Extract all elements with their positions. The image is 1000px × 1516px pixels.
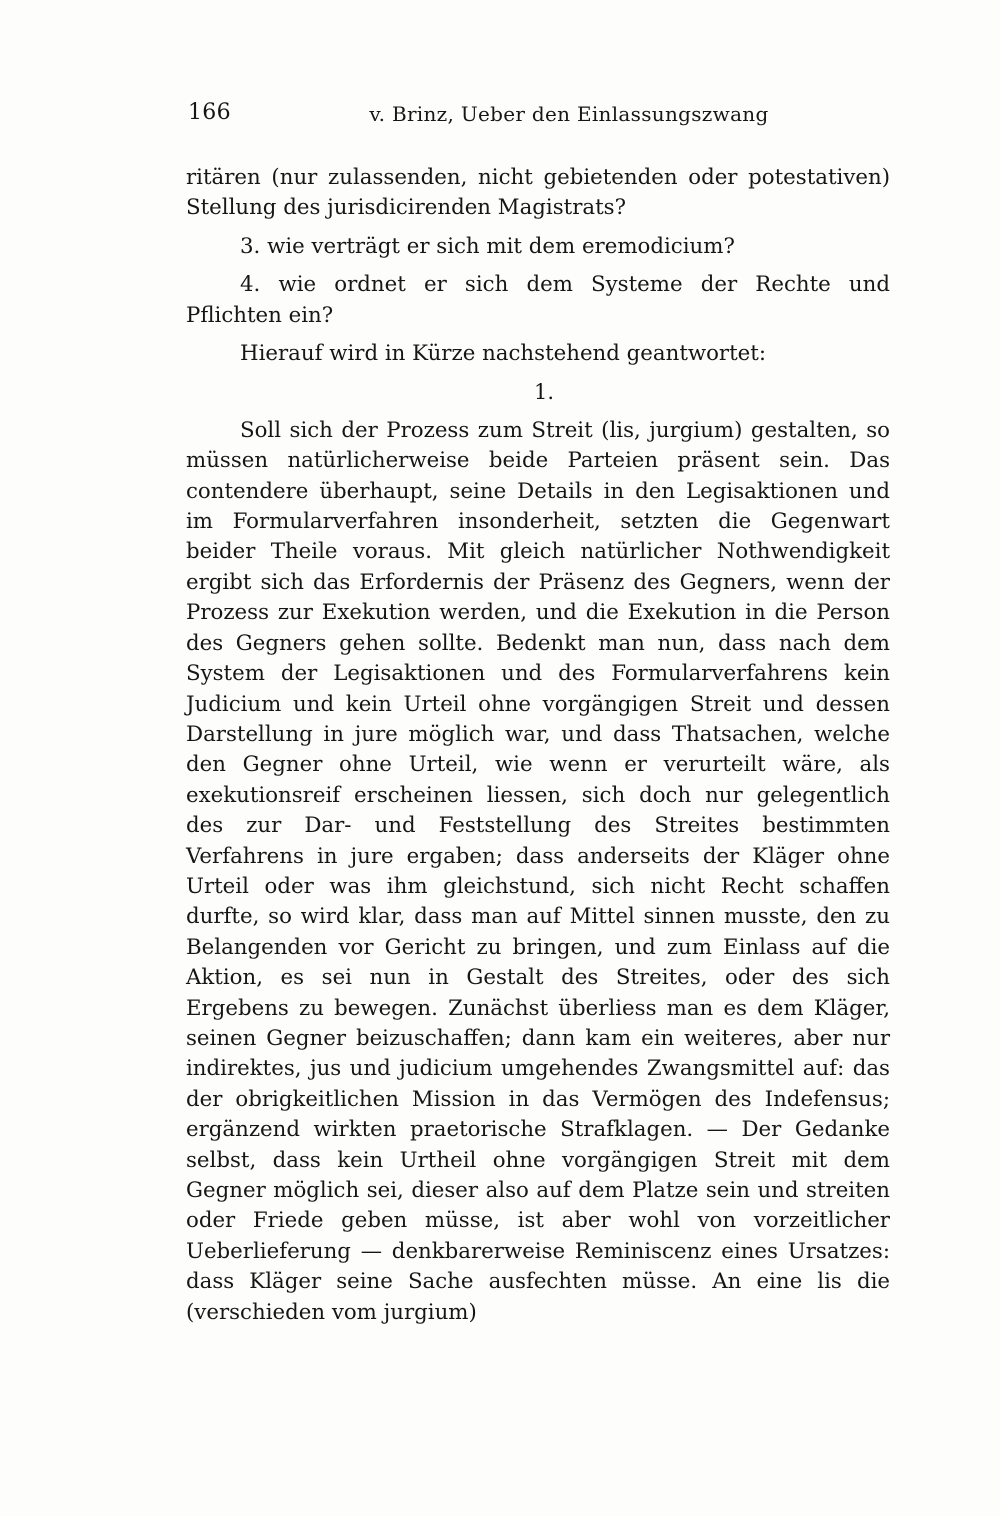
answer-intro: Hierauf wird in Kürze nachstehend geantwortet: xyxy=(240,341,767,367)
paragraph-section-1: Soll sich der Prozess zum Streit (lis, jurgium) gestalten, so müssen natürlicherweise beide Parteien präsent sein. Das contendere überhaupt, seine Details in den Legisaktionen und im Formularverfahren insonderheit, setzten die Gegenwart beider Theile voraus. Mit gleich natürlicher Nothwendigkeit ergibt sich das Erfordernis der Präsenz des Gegners, wenn der Prozess zur Exekution werden, und die Exekution in die Person des Gegners gehen sollte. Bedenkt man nun, dass nach dem System der Legisaktionen und des Formularverfahrens kein Judicium und kein Urteil ohne vorgängigen Streit und dessen Darstellung in jure möglich war, und dass Thatsachen, welche den Gegner ohne Urteil, wie wenn er verurteilt wäre, als exekutionsreif erscheinen liessen, sich doch nur gelegentlich des zur Dar- und Feststellung des Streites bestimmten Verfahrens in jure ergaben; dass anderseits der Kläger ohne Urteil oder was ihm gleichstund, sich nicht Recht schaffen durfte, so wird klar, dass man auf Mittel sinnen musste, den zu Belangenden vor Gericht zu bringen, und zum Einlass auf die Aktion, es sei nun in Gestalt des Streites, oder des sich Ergebens zu bewegen. Zunächst überliess man es dem Kläger, seinen Gegner beizuschaffen; dann kam ein weiteres, aber nur indirektes, jus und judicium umgehendes Zwangsmittel auf: das der obrigkeitlichen Mission in das Vermögen des Indefensus; ergänzend wirkten praetorische Strafklagen. — Der Gedanke selbst, dass kein Urtheil ohne vorgängigen Streit mit dem Gegner möglich sei, dieser also auf dem Platze sein und streiten oder Friede geben müsse, ist aber wohl von vorzeitlicher Ueberlieferung — denkbarerweise Reminiscenz eines Ursatzes: dass Kläger seine Sache ausfechten müsse. An eine lis die (verschieden vom jurgium) xyxy=(186,417,890,1325)
page-header xyxy=(188,100,890,132)
page-number: 166 xyxy=(188,100,231,125)
question-4: 4. wie ordnet er sich dem Systeme der Rechte und Pflichten ein? xyxy=(186,272,890,328)
question-3: 3. wie verträgt er sich mit dem eremodicium? xyxy=(240,233,735,259)
section-number: 1. xyxy=(533,380,555,405)
paragraph-continuation: ritären (nur zulassenden, nicht gebietenden oder potestativen) Stellung des jurisdicirenden Magistrats? xyxy=(186,165,890,221)
running-head: v. Brinz, Ueber den Einlassungszwang xyxy=(369,102,769,126)
body-text xyxy=(186,163,890,1328)
